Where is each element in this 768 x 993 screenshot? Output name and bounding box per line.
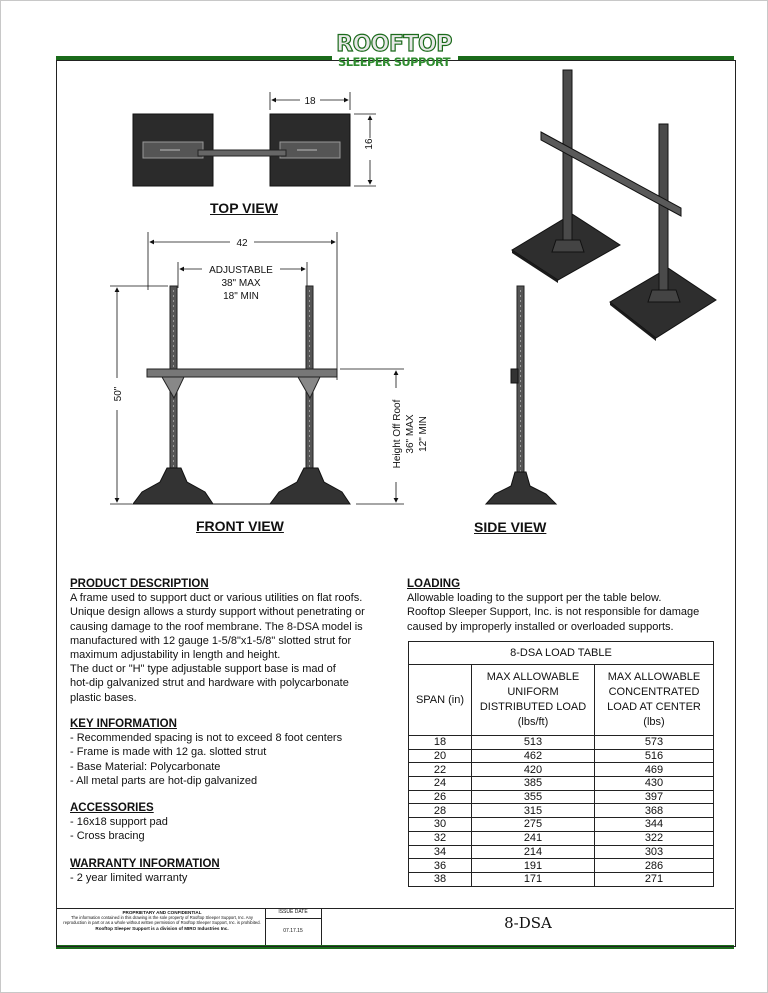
load-table-cell: 303 (595, 845, 714, 859)
proprietary-notice (62, 910, 262, 931)
loading-section (407, 577, 727, 634)
product-description-section (70, 577, 400, 705)
load-table-cell: 430 (595, 777, 714, 791)
top-view-label: TOP VIEW (210, 200, 278, 216)
load-table-cell: 241 (472, 831, 595, 845)
load-table (408, 641, 714, 887)
top-strut (198, 150, 286, 156)
isometric-drawing (512, 70, 716, 341)
load-table-cell: 275 (472, 818, 595, 832)
load-table-cell: 214 (472, 845, 595, 859)
load-table-header: MAX ALLOWABLE UNIFORM DISTRIBUTED LOAD (lbs/ft) (472, 665, 595, 736)
dim-top-depth: 16 (364, 138, 375, 150)
load-table-row (409, 749, 714, 763)
loading-body: Allowable loading to the support per the table below. Rooftop Sleeper Support, Inc. is not responsible for damage caused by improperly installed or overloaded supports. (407, 592, 700, 633)
accessories-title: ACCESSORIES (70, 802, 154, 814)
dim-overall-width: 42 (236, 238, 248, 249)
load-table-row (409, 831, 714, 845)
proprietary-division: Rooftop Sleeper Support is a division of MIRO Industries Inc. (95, 925, 229, 931)
load-table-cell: 385 (472, 777, 595, 791)
model-number: 8-DSA (504, 914, 552, 932)
dim-height-max: 36" MAX (405, 414, 416, 454)
logo-wordmark-top: ROOFTOP (336, 32, 452, 57)
load-table-cell: 32 (409, 831, 472, 845)
load-table-cell: 513 (472, 736, 595, 750)
load-table-cell: 462 (472, 749, 595, 763)
key-information-section (70, 717, 400, 788)
accessories-item: - Cross bracing (70, 830, 145, 843)
front-base-left (133, 468, 213, 504)
load-table-row (409, 804, 714, 818)
proprietary-body: The information contained in this drawing is the sole property of Rooftop Sleeper Support, Inc. Any reproduction in part or as a whole without written permission of Rooftop Sleeper Support, Inc. is prohibited. (63, 915, 261, 926)
top-view-drawing (133, 92, 376, 186)
warranty-title: WARRANTY INFORMATION (70, 858, 220, 870)
load-table-row (409, 777, 714, 791)
load-table-cell: 191 (472, 859, 595, 873)
load-table-row (409, 736, 714, 750)
key-information-item: - All metal parts are hot-dip galvanized (70, 774, 258, 787)
side-view-label: SIDE VIEW (474, 519, 547, 535)
load-table-row (409, 872, 714, 886)
load-table-cell: 24 (409, 777, 472, 791)
load-table-cell: 30 (409, 818, 472, 832)
load-table-header: SPAN (in) (409, 665, 472, 736)
load-table-cell: 516 (595, 749, 714, 763)
product-description-title: PRODUCT DESCRIPTION (70, 578, 209, 590)
load-table-cell: 20 (409, 749, 472, 763)
key-information-item: - Frame is made with 12 ga. slotted strut (70, 746, 267, 759)
load-table-cell: 315 (472, 804, 595, 818)
issue-date-value: 07.17.15 (283, 928, 303, 934)
key-information-title: KEY INFORMATION (70, 718, 177, 730)
load-table-cell: 36 (409, 859, 472, 873)
warranty-section (70, 857, 400, 885)
front-view-drawing (110, 232, 429, 504)
load-table-cell: 355 (472, 790, 595, 804)
accessories-item: - 16x18 support pad (70, 816, 168, 829)
load-table-cell: 368 (595, 804, 714, 818)
load-table-cell: 397 (595, 790, 714, 804)
warranty-item: - 2 year limited warranty (70, 872, 188, 885)
load-table-cell: 22 (409, 763, 472, 777)
dim-overall-height: 50" (113, 386, 124, 402)
load-table-cell: 38 (409, 872, 472, 886)
load-table-cell: 34 (409, 845, 472, 859)
load-table-header: MAX ALLOWABLE CONCENTRATED LOAD AT CENTER (lbs) (595, 665, 714, 736)
load-table-row (409, 790, 714, 804)
load-table-row (409, 763, 714, 777)
footer-divider (57, 908, 734, 909)
load-table-cell: 469 (595, 763, 714, 777)
dim-top-width: 18 (304, 96, 316, 107)
load-table-row (409, 818, 714, 832)
loading-title: LOADING (407, 578, 461, 590)
key-information-item: - Recommended spacing is not to exceed 8 foot centers (70, 732, 343, 745)
dim-height-label: Height Off Roof (392, 399, 403, 469)
load-table-cell: 26 (409, 790, 472, 804)
load-table-cell: 18 (409, 736, 472, 750)
logo-wordmark-bottom: SLEEPER SUPPORT (338, 55, 450, 69)
front-view-label: FRONT VIEW (196, 518, 284, 534)
front-base-right (270, 468, 350, 504)
issue-date-divider (266, 918, 321, 919)
load-table-row (409, 845, 714, 859)
front-crossbar (147, 369, 337, 377)
load-table-cell: 271 (595, 872, 714, 886)
load-table-caption: 8-DSA LOAD TABLE (409, 642, 714, 665)
dim-adjustable-min: 18" MIN (223, 291, 259, 302)
accessories-section (70, 801, 400, 844)
dim-height-min: 12" MIN (418, 416, 429, 452)
load-table-cell: 573 (595, 736, 714, 750)
load-table-cell: 344 (595, 818, 714, 832)
load-table-cell: 28 (409, 804, 472, 818)
proprietary-title: PROPRIETARY AND CONFIDENTIAL (122, 910, 202, 915)
load-table-cell: 420 (472, 763, 595, 777)
load-table-row (409, 859, 714, 873)
product-description-body: A frame used to support duct or various utilities on flat roofs. Unique design allows a sturdy support without penetrating or causing damage to the roof membrane. The 8-DSA model is manufactured with 12 gauge 1-5/8"x1-5/8" slotted strut for maximum adjustability in length and height. The duct or "H" type adjustable support base is mad of hot-dip galvanized strut and hardware with polycarbonate plastic bases. (70, 592, 365, 704)
load-table-cell: 322 (595, 831, 714, 845)
side-view-drawing (486, 286, 556, 504)
issue-date-label: ISSUE DATE (278, 909, 308, 915)
load-table-cell: 171 (472, 872, 595, 886)
load-table-cell: 286 (595, 859, 714, 873)
dim-adjustable-label: ADJUSTABLE (209, 265, 273, 276)
key-information-item: - Base Material: Polycarbonate (70, 760, 221, 773)
dim-adjustable-max: 38" MAX (221, 278, 261, 289)
